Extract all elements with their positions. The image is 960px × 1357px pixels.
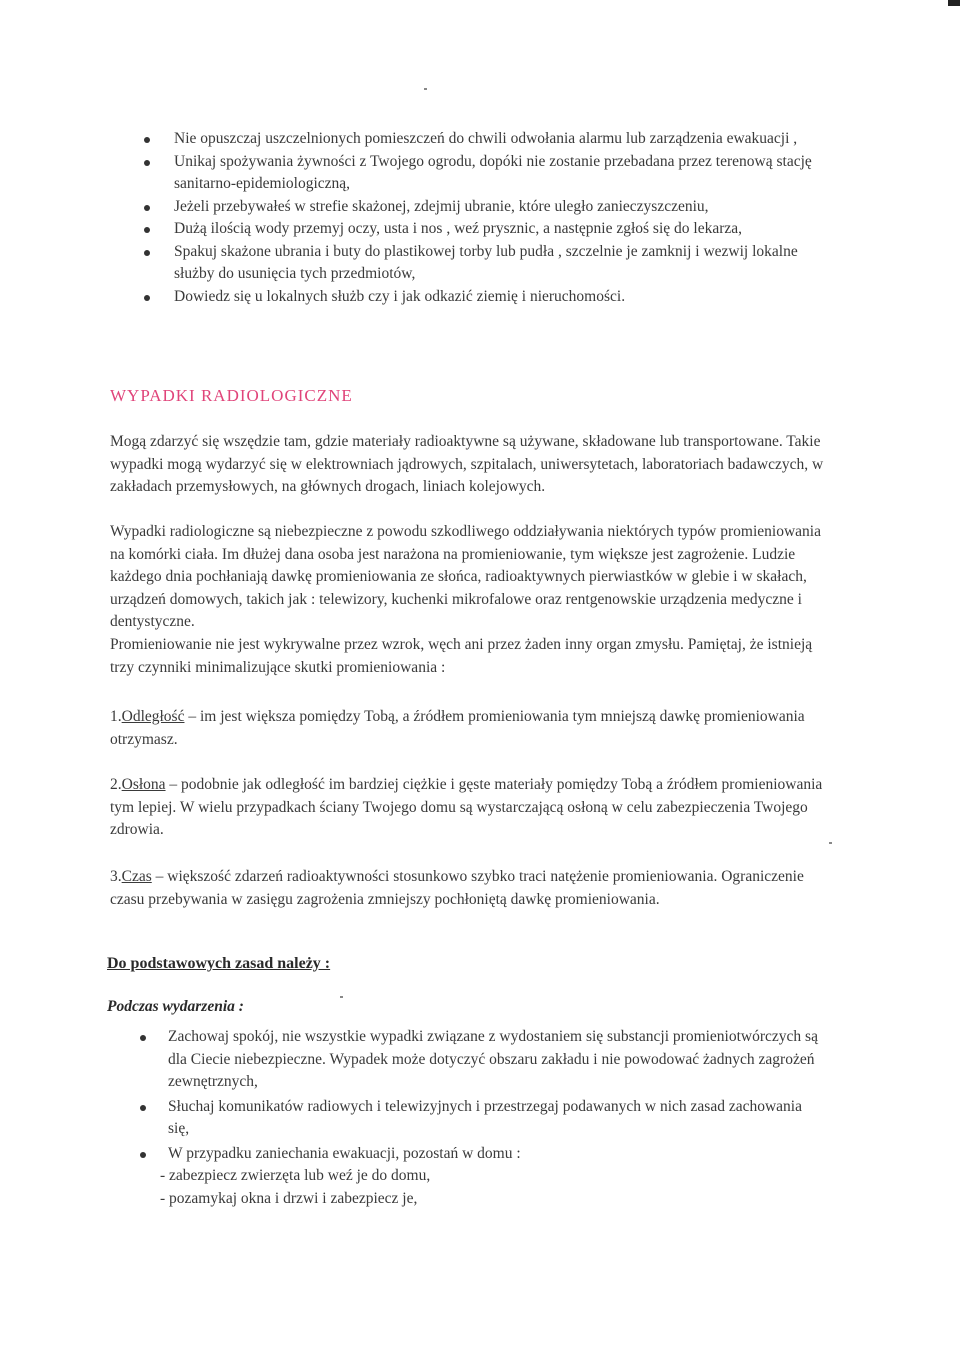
bullet-icon <box>144 250 150 256</box>
during-heading: Podczas wydarzenia : <box>107 998 244 1015</box>
list-item: Nie opuszczaj uszczelnionych pomieszczeń do chwili odwołania alarmu lub zarządzenia ewakuacji , <box>140 128 820 151</box>
list-item: Dowiedz się u lokalnych służb czy i jak odkazić ziemię i nieruchomości. <box>140 286 820 309</box>
during-event-list <box>136 1026 826 1212</box>
bullet-icon <box>140 1035 146 1041</box>
list-item: Jeżeli przebywałeś w strefie skażonej, zdejmij ubranie, które uległo zanieczyszczeniu, <box>140 196 820 219</box>
factor-shielding: 2.Osłona – podobnie jak odległość im bardziej ciężkie i gęste materiały pomiędzy Tobą a źródłem promieniowania tym lepiej. W wielu przypadkach ściany Twojego domu są wystarczającą osłoną w celu zabezpieczenia Twojego zdrowia. <box>110 776 823 838</box>
factor-term: Czas <box>121 868 152 885</box>
sub-item: - zabezpiecz zwierzęta lub weź je do domu, <box>160 1167 431 1184</box>
scan-speck <box>340 996 343 998</box>
list-item: Dużą ilością wody przemyj oczy, usta i nos , weź prysznic, a następnie zgłoś się do lekarza, <box>140 218 820 241</box>
factor-term: Odległość <box>121 708 185 725</box>
bullet-icon <box>140 1105 146 1111</box>
bullet-icon <box>144 295 150 301</box>
factor-time: 3.Czas – większość zdarzeń radioaktywności stosunkowo szybko traci natężenie promieniowania. Ograniczenie czasu przebywania w zasięgu zagrożenia zmniejszy pochłoniętą dawkę promieniowania. <box>110 868 804 908</box>
scan-corner-mark <box>948 0 960 6</box>
list-item: Unikaj spożywania żywności z Twojego ogrodu, dopóki nie zostanie przebadana przez terenową stację sanitarno-epidemiologiczną, <box>140 151 820 196</box>
bullet-icon <box>140 1152 146 1158</box>
list-item: W przypadku zaniechania ewakuacji, pozostań w domu : - zabezpiecz zwierzęta lub weź je do domu, - pozamykaj okna i drzwi i zabezpiecz je, <box>136 1143 826 1211</box>
paragraph: Wypadki radiologiczne są niebezpieczne z powodu szkodliwego oddziaływania niektórych typów promieniowania na komórki ciała. Im dłużej dana osoba jest narażona na promieniowanie, tym większe jest zagrożenie. Ludzie każdego dnia pochłaniają dawkę promieniowania ze słońca, radioaktywnych pierwiastków w glebie i w skałach, urządzeń domowych, takich jak : telewizory, kuchenki mikrofalowe oraz rentgenowskie urządzenia medyczne i dentystyczne. <box>110 523 821 630</box>
sub-item: - pozamykaj okna i drzwi i zabezpiecz je, <box>160 1189 418 1207</box>
list-item: Spakuj skażone ubrania i buty do plastikowej torby lub pudła , szczelnie je zamknij i wezwij lokalne służby do usunięcia tych przedmiotów, <box>140 241 820 286</box>
paragraph: Promieniowanie nie jest wykrywalne przez wzrok, węch ani przez żaden inny organ zmysłu. Pamiętaj, że istnieją trzy czynniki minimalizujące skutki promieniowania : <box>110 636 813 676</box>
bullet-icon <box>144 205 150 211</box>
section-heading: WYPADKI RADIOLOGICZNE <box>110 386 353 405</box>
bullet-icon <box>144 227 150 233</box>
scan-speck <box>829 842 832 844</box>
bullet-icon <box>144 137 150 143</box>
factor-term: Osłona <box>121 776 166 793</box>
scan-speck <box>424 88 427 90</box>
list-item: Słuchaj komunikatów radiowych i telewizyjnych i przestrzegaj podawanych w nich zasad zachowania się, <box>136 1096 826 1141</box>
list-item: Zachowaj spokój, nie wszystkie wypadki związane z wydostaniem się substancji promieniotwórczych są dla Ciecie niebezpieczne. Wypadek może dotyczyć obszaru zakładu i nie powodować żadnych zagrożeń zewnętrznych, <box>136 1026 826 1094</box>
bullet-icon <box>144 160 150 166</box>
paragraph: Mogą zdarzyć się wszędzie tam, gdzie materiały radioaktywne są używane, składowane lub transportowane. Takie wypadki mogą wydarzyć się w elektrowniach jądrowych, szpitalach, uniwersytetach, laboratoriach badawczych, w zakładach przemysłowych, na głównych drogach, liniach kolejowych. <box>110 433 824 495</box>
factor-distance: 1.Odległość – im jest większa pomiędzy Tobą, a źródłem promieniowania tym mniejszą dawkę promieniowania otrzymasz. <box>110 708 805 748</box>
precautions-list <box>140 128 820 308</box>
rules-heading: Do podstawowych zasad należy : <box>107 955 331 972</box>
